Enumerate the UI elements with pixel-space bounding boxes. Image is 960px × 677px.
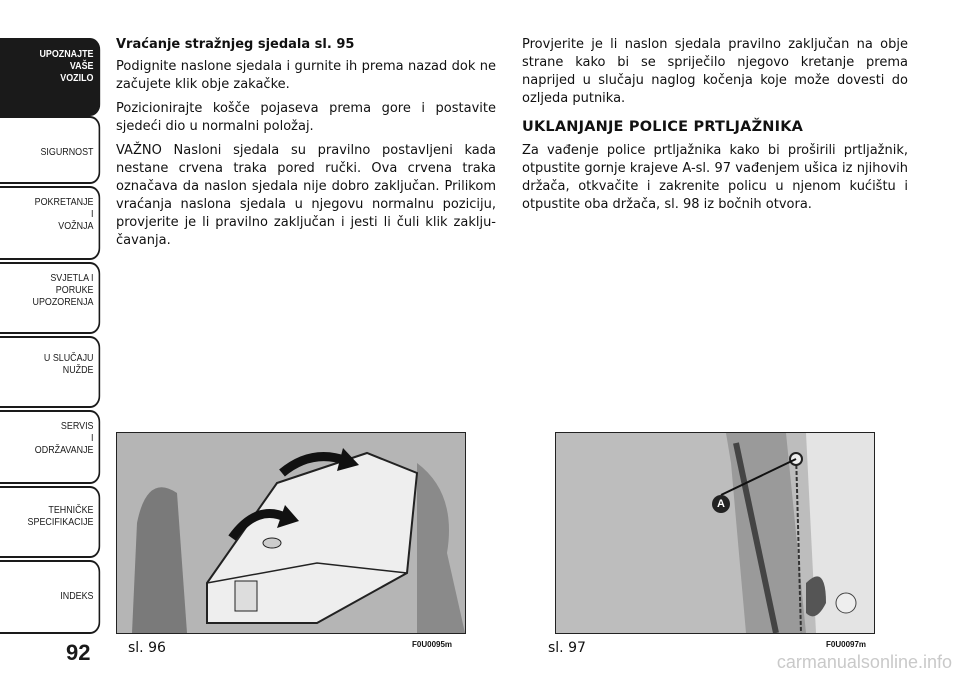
callout-a: A: [712, 495, 730, 513]
tab-sigurnost[interactable]: [0, 116, 100, 184]
tab-pokretanje-i-voznja[interactable]: [0, 186, 100, 260]
tab-label: UPOZNAJTE VAŠE VOZILO: [39, 48, 94, 84]
figure-96-code: F0U0095m: [412, 640, 453, 649]
watermark-footer: carmanualsonline.info: [776, 652, 952, 672]
tab-label: TEHNIČKE SPECIFIKACIJE: [27, 504, 94, 528]
tab-label: U SLUČAJU NUŽDE: [43, 352, 94, 376]
figure-97-caption: sl. 97: [548, 640, 586, 656]
seat-illustration: [117, 433, 465, 633]
tab-label: POKRETANJE I VOŽNJA: [34, 196, 94, 232]
tab-label: SVJETLA I PORUKE UPOZORENJA: [32, 272, 94, 308]
tab-u-slucaju-nuzde[interactable]: [0, 336, 100, 408]
paragraph: VAŽNO Nasloni sjedala su pravilno postavljeni kada nestane crvena traka pored ručki. Ova crvena traka označava da naslon sjedala nije dobro zaključan. Prilikom vraćanja naslona sjedala u njegovu normalnu poziciju, provjerite je li pravilno zaključan i jesti li čuli klik zaklju-čavanja.: [116, 143, 496, 248]
chapter-sidebar: [0, 0, 102, 677]
paragraph: Provjerite je li naslon sjedala pravilno zaključan na obje strane kako bi se spriječilo njegovo kretanje prema naprijed u slučaju naglog kočenja koje može dovesti do ozljeda putnika.: [522, 37, 908, 106]
figure-96-image: [116, 432, 466, 634]
tab-svjetla-i-poruke[interactable]: [0, 262, 100, 334]
tab-upoznajte-vase-vozilo[interactable]: [0, 38, 100, 116]
tab-indeks[interactable]: [0, 560, 100, 634]
parcel-shelf-illustration: [556, 433, 874, 633]
paragraph: Za vađenje police prtljažnika kako bi proširili prtljažnik, otpustite gornje krajeve A-sl. 97 vađenjem ušica iz njihovih držača, otkvačite i zakrenite policu u njenom kućištu i otpustite oba držača, sl. 98 iz bočnih otvora.: [522, 143, 908, 212]
tab-tehnicke-specifikacije[interactable]: [0, 486, 100, 558]
page-number: 92: [66, 640, 91, 665]
figure-97-image: [555, 432, 875, 634]
tab-servis-i-odrzavanje[interactable]: [0, 410, 100, 484]
section-heading: UKLANJANJE POLICE PRTLJAŽNIKA: [522, 119, 804, 135]
tab-label: SIGURNOST: [40, 146, 94, 158]
section-heading: Vraćanje stražnjeg sjedala sl. 95: [116, 37, 355, 52]
left-text-column: [116, 36, 496, 256]
figure-97-code: F0U0097m: [826, 640, 867, 649]
right-text-column: [522, 36, 908, 220]
paragraph: Pozicionirajte košče pojaseva prema gore i postavite sjedeći dio u normalni položaj.: [116, 101, 496, 134]
figure-96-caption: sl. 96: [128, 640, 166, 656]
tab-label: SERVIS I ODRŽAVANJE: [34, 420, 94, 456]
paragraph: Podignite naslone sjedala i gurnite ih prema nazad dok ne začujete klik obje zakačke.: [116, 59, 496, 92]
tab-label: INDEKS: [60, 590, 94, 602]
